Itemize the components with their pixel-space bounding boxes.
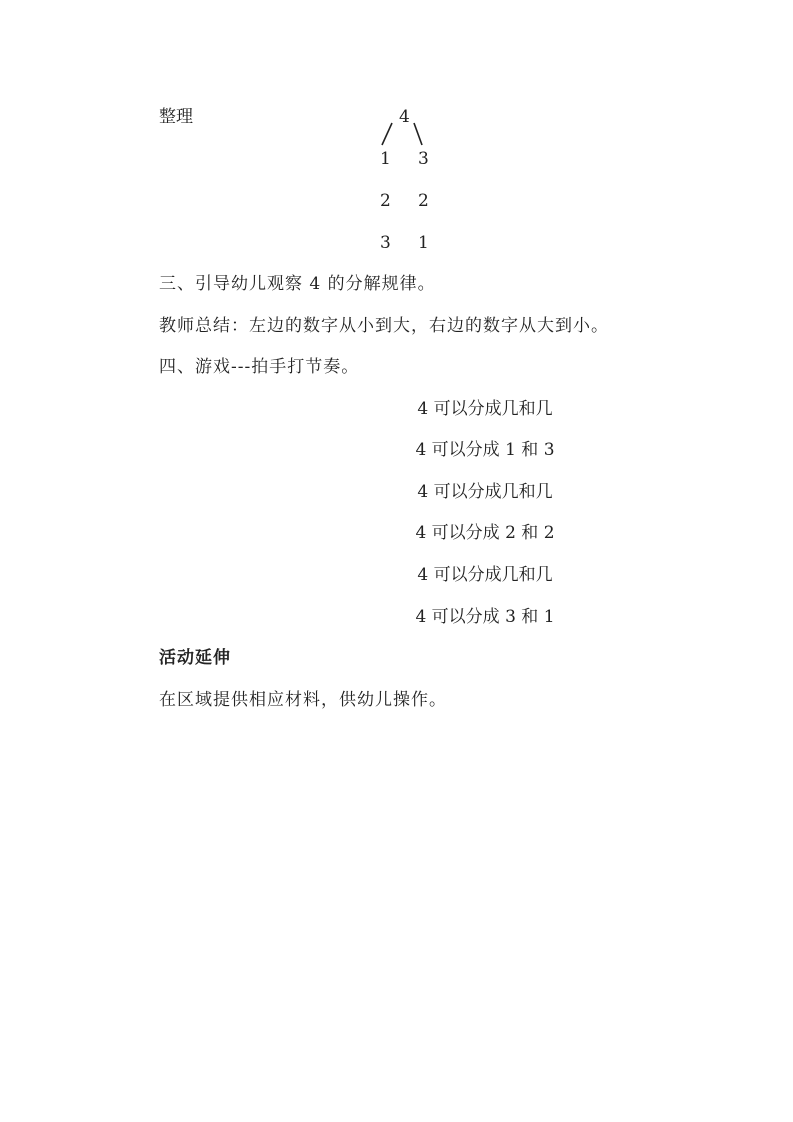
chant-line-6: 4 可以分成 3 和 1 [415, 607, 555, 627]
teacher-summary: 教师总结：左边的数字从小到大，右边的数字从大到小。 [159, 316, 609, 336]
right-branch-line [414, 123, 422, 145]
decomposition-whole: 4 [399, 107, 410, 127]
left-branch-line [382, 123, 392, 145]
row-3-left: 3 [380, 233, 391, 253]
chant-line-3: 4 可以分成几和几 [417, 482, 553, 502]
row-1-left: 1 [380, 149, 391, 169]
section-4-heading: 四、游戏---拍手打节奏。 [159, 357, 360, 377]
decomposition-branches [376, 121, 426, 147]
organize-label: 整理 [159, 107, 193, 127]
row-2-left: 2 [380, 191, 391, 211]
chant-line-4: 4 可以分成 2 和 2 [415, 523, 555, 543]
section-3-heading: 三、引导幼儿观察 4 的分解规律。 [159, 274, 436, 294]
extension-text: 在区域提供相应材料，供幼儿操作。 [159, 690, 447, 710]
chant-line-1: 4 可以分成几和几 [417, 399, 553, 419]
row-3-right: 1 [418, 233, 429, 253]
row-1-right: 3 [418, 149, 429, 169]
extension-heading: 活动延伸 [159, 648, 231, 668]
row-2-right: 2 [418, 191, 429, 211]
chant-line-5: 4 可以分成几和几 [417, 565, 553, 585]
chant-line-2: 4 可以分成 1 和 3 [415, 440, 555, 460]
